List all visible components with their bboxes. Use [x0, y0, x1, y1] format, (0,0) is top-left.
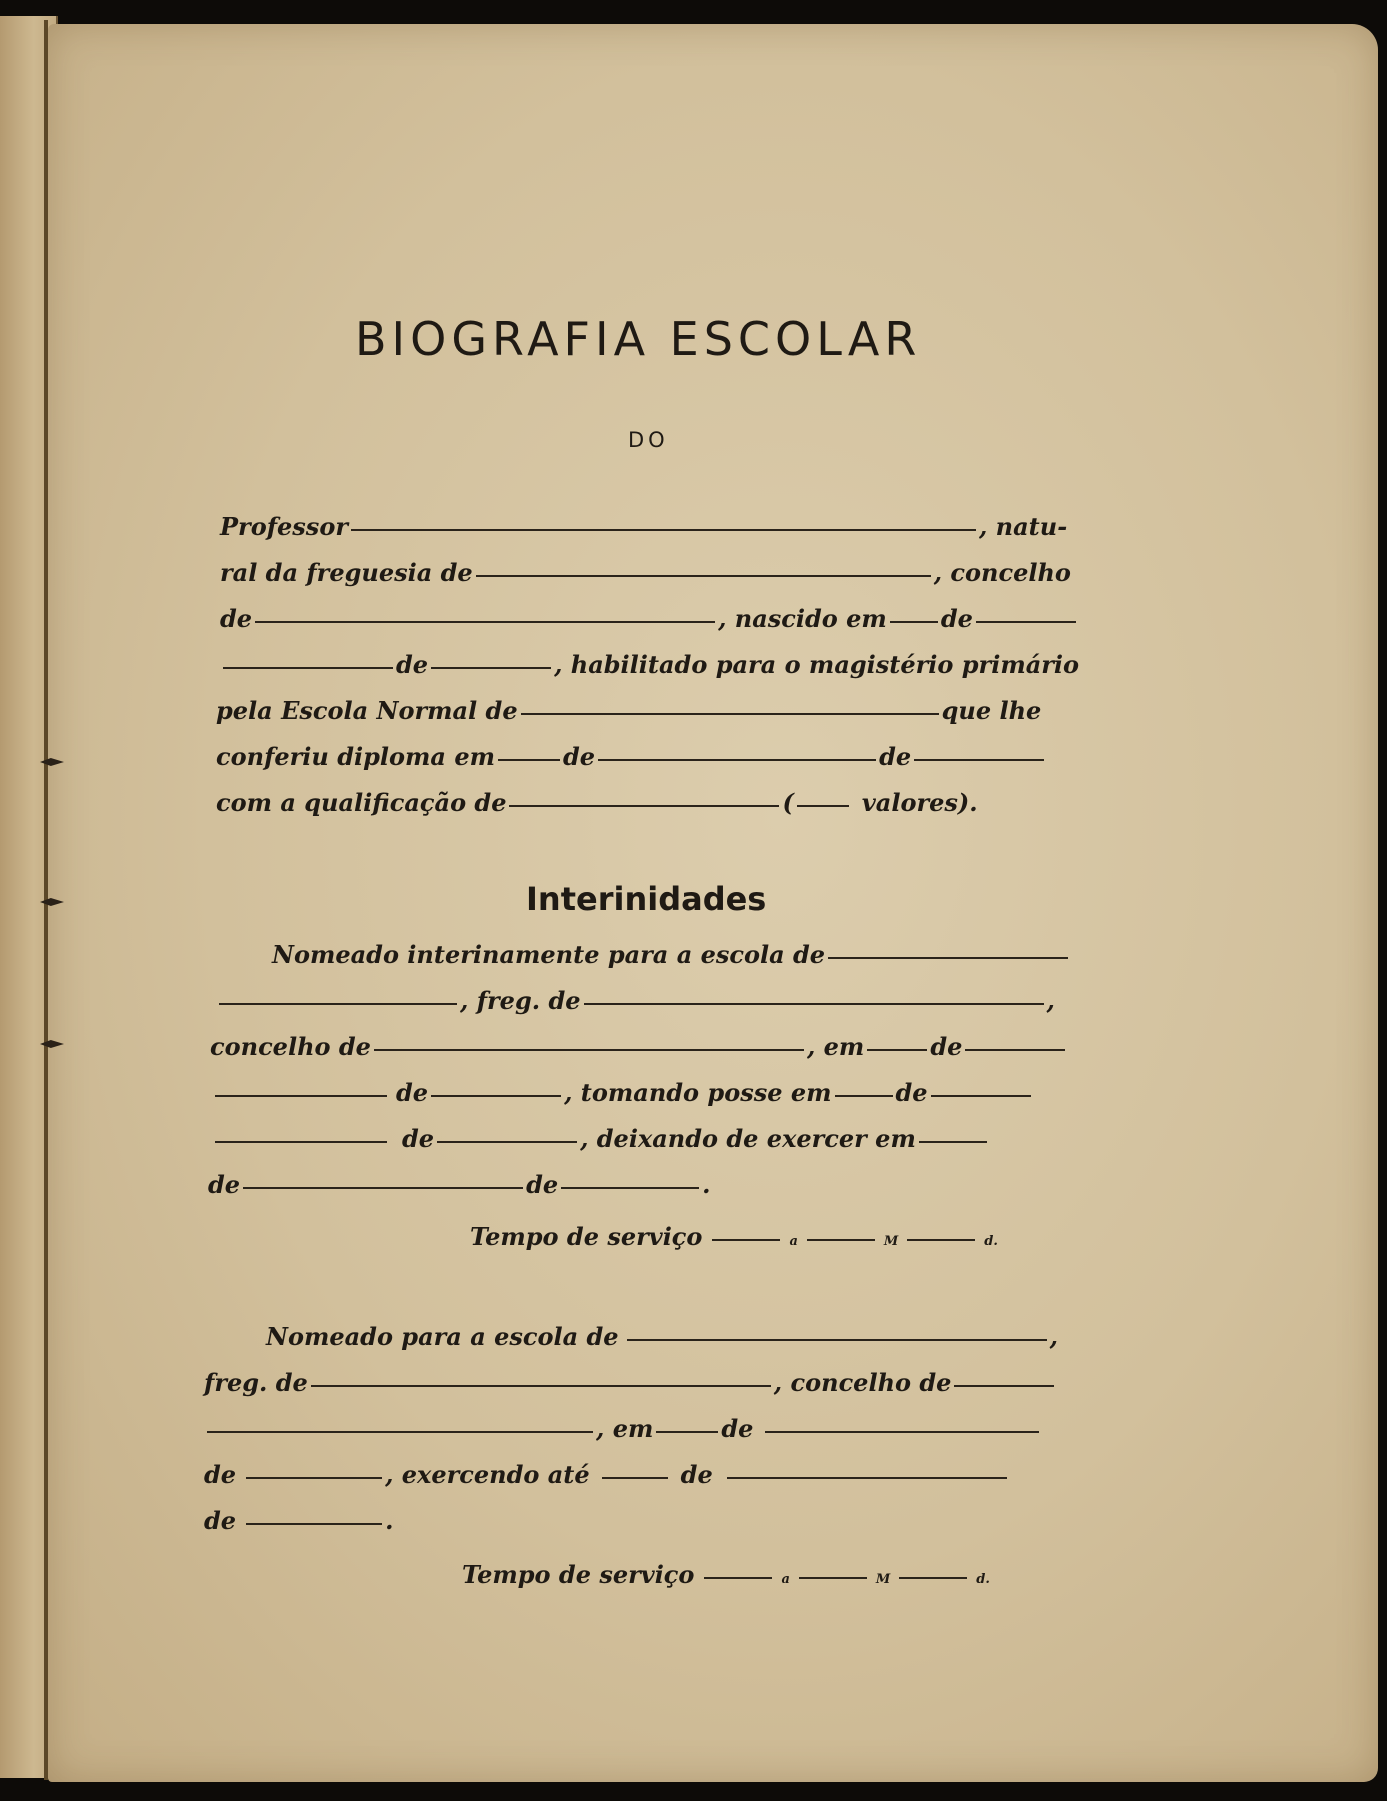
label-period: . — [385, 1506, 394, 1535]
label-paren: ( — [782, 788, 794, 817]
blank-concelho-cont[interactable] — [207, 1431, 593, 1433]
blank-exercendo-month[interactable] — [727, 1477, 1007, 1479]
label-de: de — [204, 1460, 237, 1489]
label-de: de — [396, 1078, 429, 1107]
form-line — [220, 512, 1067, 556]
form-line — [470, 1222, 1004, 1266]
blank-concelho[interactable] — [954, 1385, 1054, 1387]
blank-professor-name[interactable] — [351, 529, 976, 531]
label-nomeado-interino: Nomeado interinamente para a escola de — [272, 940, 826, 969]
label-anos: a — [781, 1572, 790, 1587]
form-line — [216, 986, 1055, 1030]
label-de: de — [895, 1078, 928, 1107]
blank-tempo-dias[interactable] — [907, 1239, 975, 1241]
blank-diploma-month[interactable] — [598, 759, 876, 761]
label-em: , em — [806, 1032, 865, 1061]
label-freg: freg. de — [204, 1368, 308, 1397]
blank-saida-year[interactable] — [561, 1187, 699, 1189]
blank-posse-day[interactable] — [835, 1095, 893, 1097]
blank-tempo-dias[interactable] — [899, 1577, 967, 1579]
form-line — [462, 1560, 996, 1604]
blank-posse-month[interactable] — [931, 1095, 1031, 1097]
label-freguesia: ral da freguesia de — [220, 558, 473, 587]
blank-nomeacao-year[interactable] — [246, 1477, 382, 1479]
label-conferiu: conferiu diploma em — [216, 742, 495, 771]
form-line — [204, 1414, 1042, 1458]
blank-birth-year[interactable] — [431, 667, 551, 669]
label-meses: M — [883, 1234, 899, 1249]
blank-tempo-anos[interactable] — [704, 1577, 772, 1579]
label-concelho: , concelho de — [773, 1368, 952, 1397]
form-line — [216, 696, 1041, 740]
document-subtitle: DO — [628, 428, 669, 452]
label-em: , em — [596, 1414, 654, 1443]
blank-exercendo-day[interactable] — [602, 1477, 668, 1479]
label-de: de — [204, 1506, 237, 1535]
label-deixando-exercer: , deixando de exercer em — [580, 1124, 916, 1153]
label-anos: a — [789, 1234, 798, 1249]
blank-diploma-day[interactable] — [498, 759, 560, 761]
blank-saida-month[interactable] — [243, 1187, 523, 1189]
label-tempo-servico: Tempo de serviço — [470, 1222, 703, 1251]
blank-posse-month-cont[interactable] — [215, 1141, 387, 1143]
form-line — [204, 1506, 393, 1550]
blank-exercendo-year[interactable] — [246, 1523, 382, 1525]
label-concelho: concelho de — [210, 1032, 371, 1061]
blank-concelho-interino[interactable] — [374, 1049, 804, 1051]
blank-tempo-anos[interactable] — [712, 1239, 780, 1241]
label-exercendo: , exercendo até — [385, 1460, 590, 1489]
form-line — [204, 1368, 1057, 1412]
form-line — [266, 1322, 1058, 1366]
blank-escola-interino-cont[interactable] — [219, 1003, 457, 1005]
label-natural: , natu- — [978, 512, 1068, 541]
label-de: de — [879, 742, 912, 771]
label-de: de — [526, 1170, 559, 1199]
label-que-lhe: que lhe — [941, 696, 1042, 725]
label-valores: valores). — [861, 788, 978, 817]
label-de: de — [680, 1460, 713, 1489]
blank-birth-month-cont[interactable] — [223, 667, 393, 669]
form-line — [208, 1170, 710, 1214]
label-de: de — [220, 604, 253, 633]
blank-concelho[interactable] — [255, 621, 715, 623]
blank-nomeacao-month[interactable] — [765, 1431, 1039, 1433]
label-de: de — [396, 650, 429, 679]
form-line — [212, 1124, 990, 1168]
section-heading: Interinidades — [526, 880, 767, 918]
blank-tempo-meses[interactable] — [807, 1239, 875, 1241]
blank-escola-normal[interactable] — [521, 713, 939, 715]
form-line — [210, 1032, 1068, 1076]
label-dias: d. — [984, 1234, 998, 1249]
blank-saida-day[interactable] — [919, 1141, 987, 1143]
label-period: . — [702, 1170, 711, 1199]
form-line — [216, 742, 1047, 786]
label-concelho: , concelho — [933, 558, 1071, 587]
label-escola-normal: pela Escola Normal de — [216, 696, 518, 725]
form-line — [220, 650, 1079, 694]
blank-freguesia[interactable] — [476, 575, 931, 577]
blank-qualificacao[interactable] — [509, 805, 779, 807]
document-title: BIOGRAFIA ESCOLAR — [355, 312, 922, 366]
blank-birth-day[interactable] — [890, 621, 938, 623]
label-tempo-servico: Tempo de serviço — [462, 1560, 695, 1589]
label-de: de — [940, 604, 973, 633]
blank-posse-year[interactable] — [437, 1141, 577, 1143]
label-meses: M — [875, 1572, 891, 1587]
blank-valores[interactable] — [797, 805, 849, 807]
form-line — [272, 940, 1071, 984]
label-freg: , freg. de — [460, 986, 581, 1015]
blank-freg-interino[interactable] — [584, 1003, 1044, 1005]
label-dias: d. — [976, 1572, 990, 1587]
blank-escola-interino[interactable] — [828, 957, 1068, 959]
label-qualificacao: com a qualificação de — [216, 788, 507, 817]
label-nomeado: Nomeado para a escola de — [266, 1322, 619, 1351]
blank-nomeacao-year[interactable] — [431, 1095, 561, 1097]
label-tomando-posse: , tomando posse em — [564, 1078, 832, 1107]
blank-birth-month[interactable] — [976, 621, 1076, 623]
blank-tempo-meses[interactable] — [799, 1577, 867, 1579]
label-de: de — [563, 742, 596, 771]
label-de: de — [721, 1414, 754, 1443]
label-comma: , — [1046, 986, 1055, 1015]
blank-diploma-year[interactable] — [914, 759, 1044, 761]
form-line — [212, 1078, 1034, 1122]
label-de: de — [208, 1170, 241, 1199]
blank-nomeacao-month-cont[interactable] — [215, 1095, 387, 1097]
label-comma: , — [1049, 1322, 1058, 1351]
form-line — [204, 1460, 1010, 1504]
label-nascido: , nascido em — [718, 604, 887, 633]
form-line — [216, 788, 978, 832]
blank-nomeacao-day[interactable] — [656, 1431, 718, 1433]
label-habilitado: , habilitado para o magistério primário — [554, 650, 1080, 679]
label-de: de — [402, 1124, 435, 1153]
form-line — [220, 604, 1079, 648]
form-line — [220, 558, 1071, 602]
blank-freguesia[interactable] — [311, 1385, 771, 1387]
blank-escola[interactable] — [627, 1339, 1047, 1341]
label-professor: Professor — [220, 512, 348, 541]
blank-nomeacao-month[interactable] — [965, 1049, 1065, 1051]
blank-nomeacao-day[interactable] — [867, 1049, 927, 1051]
label-de: de — [930, 1032, 963, 1061]
